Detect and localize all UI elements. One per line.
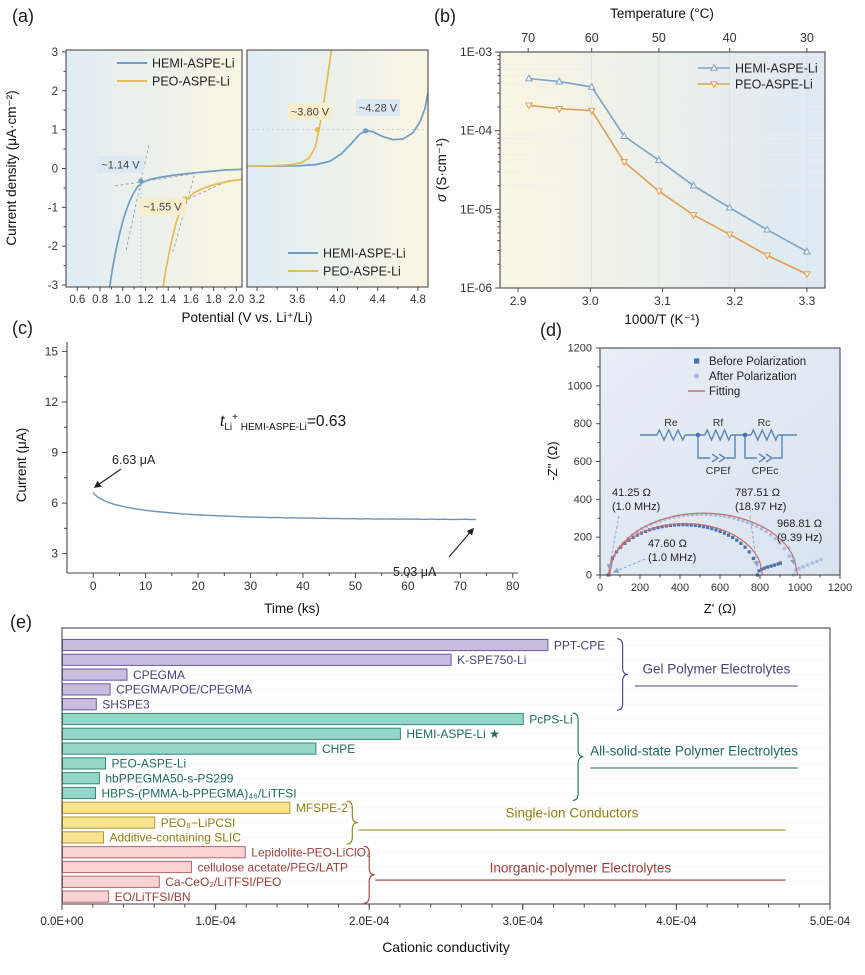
- svg-text:Ca-CeO₂/LiTFSI/PEO: Ca-CeO₂/LiTFSI/PEO: [165, 875, 282, 890]
- svg-text:-1: -1: [47, 202, 58, 215]
- svg-text:1.4: 1.4: [160, 294, 177, 306]
- svg-text:Potential (V vs. Li⁺/Li): Potential (V vs. Li⁺/Li): [181, 310, 313, 325]
- e-bar: [63, 654, 452, 665]
- svg-text:41.25 Ω: 41.25 Ω: [612, 487, 651, 499]
- panel-label-a: (a): [12, 6, 34, 26]
- svg-text:0.0E+00: 0.0E+00: [40, 916, 84, 928]
- c-transference-number: $t_{Li}^+$ $_{HEMI-ASPE-Li}$=0.63: [220, 412, 347, 433]
- svg-text:1E-06: 1E-06: [459, 281, 492, 295]
- svg-text:0: 0: [585, 569, 592, 582]
- svg-text:30: 30: [243, 579, 258, 593]
- svg-text:Current (μA): Current (μA): [14, 427, 29, 503]
- svg-text:40: 40: [296, 579, 310, 593]
- svg-text:0.6: 0.6: [69, 294, 86, 306]
- e-bar: [63, 817, 155, 828]
- svg-text:5.0E-04: 5.0E-04: [809, 916, 851, 928]
- e-bar: [63, 847, 246, 858]
- e-bar: [63, 699, 97, 710]
- e-bar: [63, 787, 96, 798]
- e-category-label: All-solid-state Polymer Electrolytes: [590, 743, 798, 759]
- svg-text:-Z'' (Ω): -Z'' (Ω): [545, 441, 560, 481]
- e-category-label: Gel Polymer Electrolytes: [642, 661, 791, 677]
- svg-text:(1.0 MHz): (1.0 MHz): [648, 552, 697, 564]
- svg-text:Re: Re: [664, 417, 678, 429]
- svg-text:1200: 1200: [567, 342, 592, 355]
- svg-text:PEO-ASPE-Li: PEO-ASPE-Li: [111, 756, 187, 771]
- svg-text:4.4: 4.4: [369, 294, 386, 306]
- svg-text:800: 800: [573, 418, 592, 431]
- svg-text:200: 200: [573, 531, 592, 544]
- e-bar: [63, 639, 548, 650]
- e-bar: [63, 773, 100, 784]
- panel-label-e: (e): [10, 612, 32, 632]
- svg-text:968.81 Ω: 968.81 Ω: [777, 518, 822, 530]
- svg-text:CPEGMA: CPEGMA: [133, 667, 186, 682]
- e-bar: [63, 891, 109, 902]
- svg-text:HEMI-ASPE-Li: HEMI-ASPE-Li: [735, 61, 818, 76]
- svg-text:50: 50: [348, 579, 363, 593]
- svg-text:(1.0 MHz): (1.0 MHz): [612, 501, 661, 513]
- svg-text:3.0E-04: 3.0E-04: [502, 916, 543, 928]
- svg-text:Lepidolite-PEO-LiClO₄: Lepidolite-PEO-LiClO₄: [251, 845, 371, 860]
- svg-text:6: 6: [51, 496, 58, 511]
- svg-text:PEO-ASPE-Li: PEO-ASPE-Li: [152, 74, 230, 89]
- svg-text:1E-05: 1E-05: [459, 202, 492, 217]
- svg-text:(18.97 Hz): (18.97 Hz): [735, 501, 787, 513]
- svg-text:5.03 μA: 5.03 μA: [393, 565, 437, 579]
- svg-text:50: 50: [651, 31, 666, 45]
- c-axes: [45, 342, 520, 593]
- svg-text:1.8: 1.8: [205, 294, 222, 306]
- svg-text:0: 0: [89, 579, 97, 593]
- svg-text:3: 3: [51, 546, 58, 561]
- svg-text:40: 40: [722, 31, 737, 45]
- svg-text:3: 3: [51, 46, 58, 59]
- svg-text:SHSPE3: SHSPE3: [102, 697, 150, 712]
- svg-text:70: 70: [521, 31, 536, 45]
- svg-text:400: 400: [573, 493, 592, 506]
- svg-text:1: 1: [51, 124, 58, 137]
- svg-text:0: 0: [596, 582, 604, 594]
- svg-text:σ (S·cm⁻¹): σ (S·cm⁻¹): [434, 137, 449, 203]
- svg-text:~1.14 V: ~1.14 V: [101, 159, 140, 172]
- svg-text:Time (ks): Time (ks): [264, 601, 320, 616]
- svg-text:Additive-containing SLIC: Additive-containing SLIC: [109, 830, 241, 845]
- svg-text:CPEGMA/POE/CPEGMA: CPEGMA/POE/CPEGMA: [116, 682, 253, 697]
- svg-text:Rc: Rc: [757, 417, 771, 429]
- svg-text:800: 800: [750, 582, 770, 594]
- panel-b-chart: [432, 0, 865, 330]
- e-bar: [63, 743, 316, 754]
- svg-text:60: 60: [584, 31, 599, 45]
- svg-text:400: 400: [670, 582, 690, 594]
- e-bar: [63, 728, 401, 739]
- svg-text:CPEc: CPEc: [751, 465, 779, 477]
- svg-text:1E-04: 1E-04: [459, 123, 492, 138]
- svg-text:3.6: 3.6: [289, 294, 306, 306]
- svg-text:MFSPE-2: MFSPE-2: [295, 801, 348, 816]
- e-category-label: Inorganic-polymer Electrolytes: [489, 860, 672, 876]
- svg-text:600: 600: [710, 582, 730, 594]
- svg-text:0: 0: [51, 163, 58, 176]
- svg-text:1E-03: 1E-03: [459, 45, 492, 59]
- svg-text:1.0: 1.0: [114, 294, 131, 306]
- svg-text:4.0: 4.0: [329, 294, 346, 306]
- panel-label-c: (c): [12, 318, 33, 338]
- svg-text:787.51 Ω: 787.51 Ω: [735, 487, 780, 499]
- panel-label-b: (b): [434, 6, 456, 26]
- svg-text:PEO-ASPE-Li: PEO-ASPE-Li: [323, 264, 401, 279]
- svg-text:Current density (μA·cm⁻²): Current density (μA·cm⁻²): [4, 90, 19, 246]
- svg-text:4.0E-04: 4.0E-04: [656, 916, 697, 928]
- panel-a-chart: [0, 0, 432, 330]
- svg-text:1000/T (K⁻¹): 1000/T (K⁻¹): [624, 312, 700, 327]
- svg-text:12: 12: [44, 394, 58, 409]
- svg-text:1.2: 1.2: [137, 294, 154, 306]
- e-bar: [63, 802, 290, 813]
- svg-text:(9.39 Hz): (9.39 Hz): [777, 532, 823, 544]
- svg-text:EO/LiTFSI/BN: EO/LiTFSI/BN: [114, 889, 191, 904]
- svg-text:K-SPE750-Li: K-SPE750-Li: [457, 653, 527, 668]
- e-bar: [63, 684, 111, 695]
- svg-text:200: 200: [630, 582, 650, 594]
- svg-text:2.0: 2.0: [228, 294, 245, 306]
- svg-text:~4.28 V: ~4.28 V: [358, 102, 398, 115]
- svg-text:1200: 1200: [827, 582, 853, 594]
- svg-text:10: 10: [138, 579, 153, 593]
- svg-text:6.63 μA: 6.63 μA: [112, 453, 156, 467]
- svg-text:15: 15: [44, 344, 58, 359]
- svg-text:PcPS-Li: PcPS-Li: [529, 712, 573, 727]
- svg-text:2.0E-04: 2.0E-04: [349, 916, 390, 928]
- svg-text:Z' (Ω): Z' (Ω): [703, 601, 737, 616]
- svg-text:4.8: 4.8: [409, 294, 426, 306]
- e-bar: [63, 861, 192, 872]
- svg-text:Temperature (°C): Temperature (°C): [610, 6, 714, 21]
- svg-text:CHPE: CHPE: [321, 741, 356, 756]
- svg-text:1000: 1000: [567, 380, 592, 393]
- svg-text:Cationic conductivity: Cationic conductivity: [382, 939, 510, 955]
- svg-text:3.2: 3.2: [249, 294, 266, 306]
- svg-text:Fitting: Fitting: [709, 386, 741, 398]
- panel-e-chart: [0, 620, 865, 975]
- svg-text:HEMI-ASPE-Li ★: HEMI-ASPE-Li ★: [406, 727, 500, 742]
- svg-text:PEO-ASPE-Li: PEO-ASPE-Li: [735, 77, 813, 92]
- svg-text:1.0E-04: 1.0E-04: [195, 916, 236, 928]
- svg-text:~3.80 V: ~3.80 V: [290, 106, 330, 119]
- svg-text:9: 9: [51, 445, 58, 460]
- svg-text:0.8: 0.8: [92, 294, 109, 306]
- svg-text:-3: -3: [47, 280, 58, 293]
- c-current-curve: [93, 493, 476, 520]
- svg-text:hbPPEGMA50-s-PS299: hbPPEGMA50-s-PS299: [105, 771, 234, 786]
- svg-text:Before Polarization: Before Polarization: [709, 356, 807, 368]
- svg-text:20: 20: [191, 579, 205, 593]
- svg-text:600: 600: [573, 456, 592, 468]
- svg-text:2: 2: [51, 85, 58, 98]
- e-axes: [40, 904, 850, 928]
- svg-text:1000: 1000: [787, 582, 813, 594]
- svg-text:CPEf: CPEf: [705, 465, 731, 477]
- svg-text:HEMI-ASPE-Li: HEMI-ASPE-Li: [323, 246, 406, 261]
- svg-text:After Polarization: After Polarization: [709, 371, 797, 383]
- e-bar: [63, 669, 128, 680]
- svg-text:-2: -2: [47, 241, 58, 254]
- svg-text:HBPS-(PMMA-b-PPEGMA)₄₆/LiTFSI: HBPS-(PMMA-b-PPEGMA)₄₆/LiTFSI: [101, 786, 297, 801]
- e-bar: [63, 713, 524, 724]
- svg-text:3.0: 3.0: [581, 294, 599, 308]
- e-bar: [63, 758, 106, 769]
- svg-text:PPT-CPE: PPT-CPE: [553, 638, 606, 653]
- svg-text:cellulose acetate/PEG/LATP: cellulose acetate/PEG/LATP: [197, 860, 349, 875]
- e-bar: [63, 832, 104, 843]
- svg-text:30: 30: [799, 31, 814, 45]
- svg-text:80: 80: [506, 579, 520, 593]
- svg-text:70: 70: [453, 579, 467, 593]
- panel-c-chart: [0, 330, 535, 620]
- svg-text:3.1: 3.1: [654, 294, 671, 308]
- svg-text:3.2: 3.2: [726, 294, 744, 308]
- svg-text:1.6: 1.6: [182, 294, 199, 306]
- svg-text:~1.55 V: ~1.55 V: [143, 201, 182, 214]
- svg-text:47.60 Ω: 47.60 Ω: [648, 538, 687, 550]
- svg-text:HEMI-ASPE-Li: HEMI-ASPE-Li: [152, 56, 235, 71]
- panel-label-d: (d): [540, 320, 562, 340]
- svg-text:2.9: 2.9: [509, 294, 527, 308]
- svg-text:Rf: Rf: [712, 417, 724, 429]
- panel-d-chart: [535, 330, 865, 620]
- svg-text:3.3: 3.3: [798, 294, 816, 308]
- e-bar: [63, 876, 160, 887]
- svg-text:PEO₈−LiPCSI: PEO₈−LiPCSI: [160, 815, 236, 830]
- svg-text:60: 60: [401, 579, 415, 593]
- e-category-label: Single-ion Conductors: [505, 805, 639, 821]
